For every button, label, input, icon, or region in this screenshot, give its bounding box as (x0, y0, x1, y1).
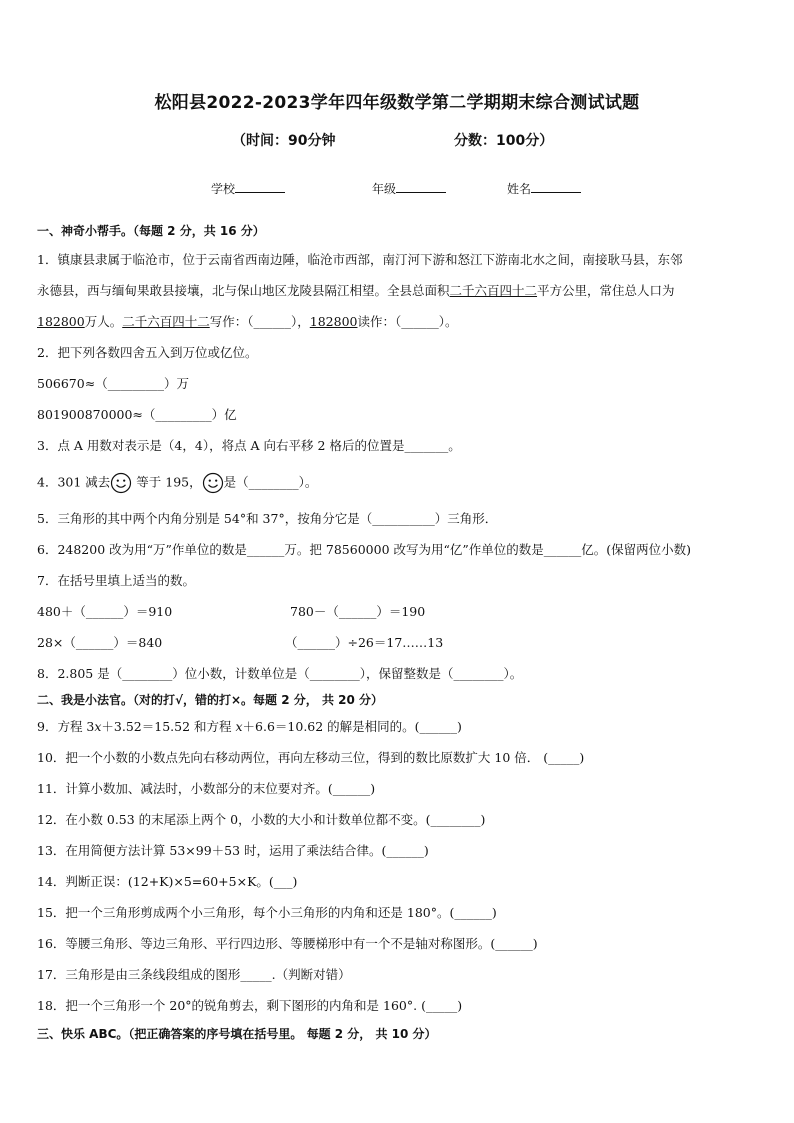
q11: 11．计算小数加、减法时，小数部分的末位要对齐。(______) (37, 781, 376, 796)
q1-line-2: 永德县，西与缅甸果敢县接壤，北与保山地区龙陵县隔江相望。全县总面积二千六百四十二平方公里，常住总人口为 (37, 283, 675, 298)
q2-line-1: 2．把下列各数四舍五入到万位或亿位。 (37, 345, 258, 360)
q7-c: 28×（______）＝840 (37, 635, 163, 650)
q7-b: 780－（______）＝190 (290, 604, 426, 619)
q10: 10．把一个小数的小数点先向右移动两位，再向左移动三位，得到的数比原数扩大 10 倍． (_____) (37, 750, 585, 765)
q1-line-1: 1．镇康县隶属于临沧市，位于云南省西南边陲，临沧市西部，南汀河下游和怒江下游南北水之间，南接耿马县，东邻 (37, 252, 683, 267)
exam-score: 分数：100分） (454, 133, 554, 149)
smiley-face-icon (202, 472, 224, 494)
q16: 16．等腰三角形、等边三角形、平行四边形、等腰梯形中有一个不是轴对称图形。(______) (37, 936, 538, 951)
q2-line-3: 801900870000≈（_________）亿 (37, 407, 237, 422)
q12: 12．在小数 0.53 的末尾添上两个 0，小数的大小和计数单位都不变。(________) (37, 812, 486, 827)
q1-underlined-area: 二千六百四十二 (449, 283, 538, 298)
q3: 3．点 A 用数对表示是（4，4），将点 A 向右平移 2 格后的位置是_______。 (37, 438, 461, 453)
section-2-title: 二、我是小法官。（对的打√，错的打×。每题 2 分， 共 20 分） (37, 693, 383, 707)
q4: 4．301 减去 等于 195， 是（________）。 (37, 472, 317, 494)
q7-d: （______）÷26＝17……13 (285, 635, 444, 650)
exam-time: （时间：90分钟 (232, 133, 336, 149)
grade-field[interactable]: 年级 (372, 180, 446, 197)
q5: 5．三角形的其中两个内角分别是 54°和 37°，按角分它是（__________）三角形． (37, 511, 498, 526)
q1-line-3: 182800万人。二千六百四十二写作：（______），182800读作：（______）。 (37, 314, 458, 329)
q6: 6．248200 改为用“万”作单位的数是______万。把 78560000 改写为用“亿”作单位的数是______亿。(保留两位小数) (37, 542, 692, 557)
q2-line-2: 506670≈（_________）万 (37, 376, 189, 391)
q14: 14．判断正误：(12+K)×5=60+5×K。(___) (37, 874, 298, 889)
q7-a: 480＋（______）＝910 (37, 604, 173, 619)
q15: 15．把一个三角形剪成两个小三角形，每个小三角形的内角和还是 180°。(______) (37, 905, 497, 920)
section-3-title: 三、快乐 ABC。（把正确答案的序号填在括号里。 每题 2 分， 共 10 分） (37, 1027, 437, 1041)
section-1-title: 一、神奇小帮手。（每题 2 分，共 16 分） (37, 224, 265, 238)
name-field[interactable]: 姓名 (507, 180, 581, 197)
q7-line-1: 7．在括号里填上适当的数。 (37, 573, 195, 588)
school-field[interactable]: 学校 (211, 180, 285, 197)
smiley-face-icon (110, 472, 132, 494)
q18: 18．把一个三角形一个 20°的锐角剪去，剩下图形的内角和是 160°. (_____) (37, 998, 463, 1013)
q13: 13．在用简便方法计算 53×99＋53 时，运用了乘法结合律。(______) (37, 843, 429, 858)
q9: 9．方程 3𝑥＋3.52＝15.52 和方程 𝑥＋6.6＝10.62 的解是相同的。(______) (37, 719, 462, 734)
exam-title: 松阳县2022-2023学年四年级数学第二学期期末综合测试试题 (154, 93, 640, 113)
q17: 17．三角形是由三条线段组成的图形_____.（判断对错） (37, 967, 351, 982)
q8: 8．2.805 是（________）位小数，计数单位是（________），保留整数是（________）。 (37, 666, 523, 681)
